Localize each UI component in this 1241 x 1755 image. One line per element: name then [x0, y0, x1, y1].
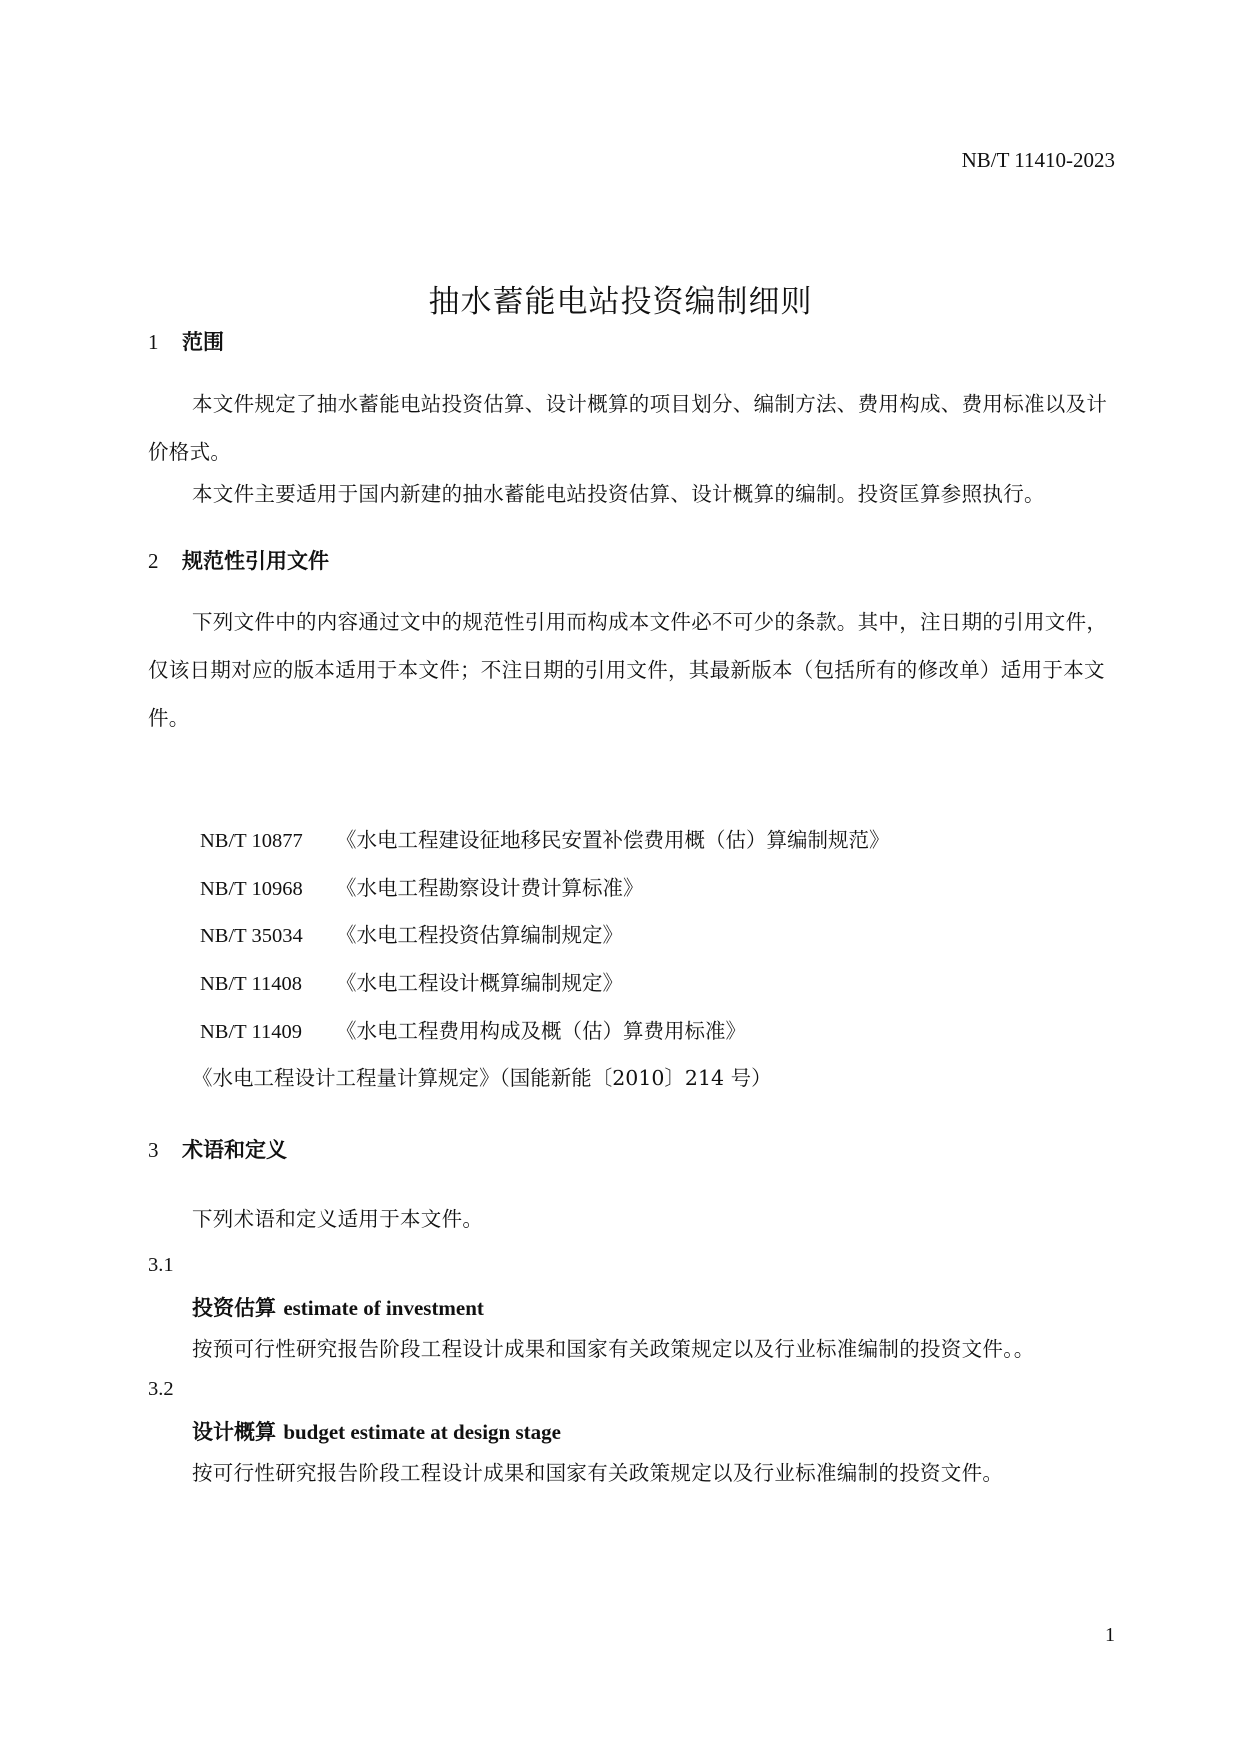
document-code: NB/T 11410-2023 — [961, 148, 1115, 172]
section-number: 2 — [148, 549, 159, 573]
section-1-paragraph-1: 本文件规定了抽水蓄能电站投资估算、设计概算的项目划分、编制方法、费用构成、费用标准以及计价格式。 — [148, 392, 1108, 464]
page-number: 1 — [1105, 1624, 1115, 1646]
reference-title: 《水电工程设计概算编制规定》 — [336, 971, 623, 995]
term-definition: 按预可行性研究报告阶段工程设计成果和国家有关政策规定以及行业标准编制的投资文件。。 — [192, 1337, 1035, 1361]
term-name — [192, 1292, 484, 1322]
section-title: 范围 — [182, 330, 224, 354]
reference-item — [200, 1014, 746, 1044]
term-definition: 按可行性研究报告阶段工程设计成果和国家有关政策规定以及行业标准编制的投资文件。 — [192, 1461, 1004, 1485]
section-number: 3 — [148, 1138, 159, 1162]
section-number: 1 — [148, 330, 159, 354]
document-title: 抽水蓄能电站投资编制细则 — [428, 284, 813, 320]
reference-item — [200, 823, 890, 853]
section-2-heading — [148, 545, 329, 575]
term-number: 3.1 — [148, 1254, 174, 1276]
reference-item-extra: 《水电工程设计工程量计算规定》（国能新能〔2010〕214 号） — [192, 1066, 772, 1090]
reference-item — [200, 871, 644, 901]
section-2-paragraph: 下列文件中的内容通过文中的规范性引用而构成本文件必不可少的条款。其中，注日期的引用文件，仅该日期对应的版本适用于本文件；不注日期的引用文件，其最新版本（包括所有的修改单）适用于本文件。 — [148, 610, 1108, 730]
term-name-en: estimate of investment — [283, 1296, 484, 1320]
section-3-heading — [148, 1134, 287, 1164]
term-number: 3.2 — [148, 1378, 174, 1400]
reference-title: 《水电工程建设征地移民安置补偿费用概（估）算编制规范》 — [336, 828, 890, 852]
reference-title: 《水电工程勘察设计费计算标准》 — [336, 876, 644, 900]
section-title: 术语和定义 — [182, 1138, 287, 1162]
term-name-en: budget estimate at design stage — [283, 1420, 561, 1444]
term-name-zh: 设计概算 — [192, 1420, 276, 1444]
reference-code: NB/T 35034 — [200, 925, 303, 947]
reference-code: NB/T 11409 — [200, 1021, 302, 1043]
reference-code: NB/T 10877 — [200, 830, 303, 852]
reference-title: 《水电工程费用构成及概（估）算费用标准》 — [336, 1019, 746, 1043]
section-title: 规范性引用文件 — [182, 549, 329, 573]
reference-item — [200, 966, 623, 996]
reference-item — [200, 918, 623, 948]
term-name-zh: 投资估算 — [192, 1296, 276, 1320]
reference-code: NB/T 11408 — [200, 973, 302, 995]
term-name — [192, 1416, 561, 1446]
reference-code: NB/T 10968 — [200, 878, 303, 900]
reference-title: 《水电工程投资估算编制规定》 — [336, 923, 623, 947]
section-1-paragraph-2: 本文件主要适用于国内新建的抽水蓄能电站投资估算、设计概算的编制。投资匡算参照执行。 — [192, 482, 1045, 506]
section-3-intro: 下列术语和定义适用于本文件。 — [192, 1207, 484, 1231]
section-1-heading — [148, 326, 224, 356]
